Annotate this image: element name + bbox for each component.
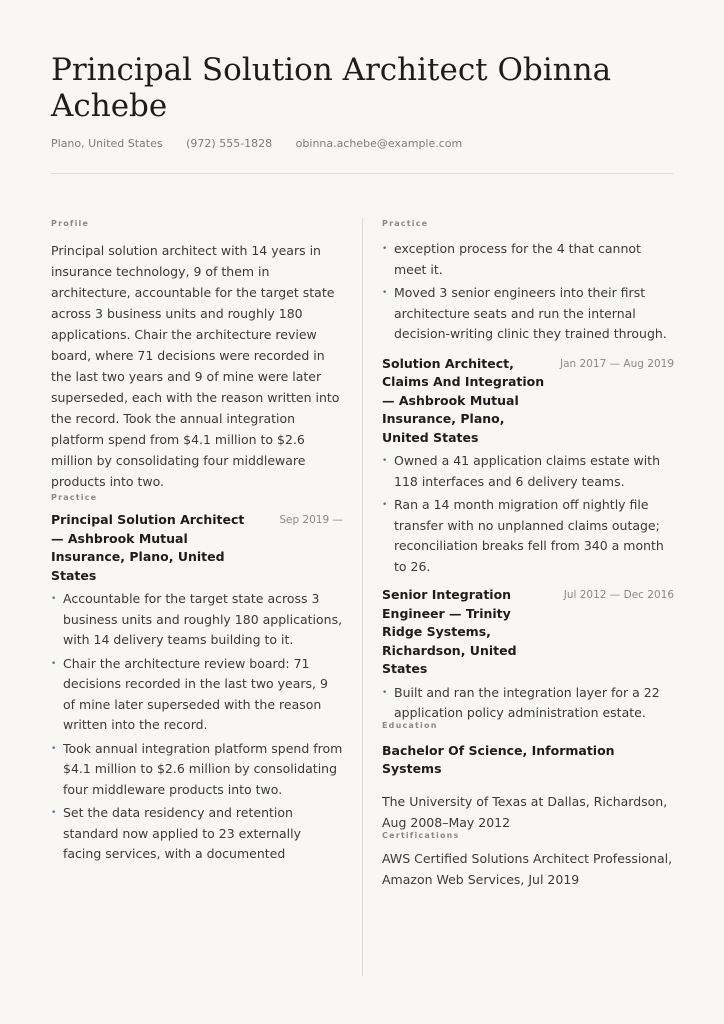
practice-continued-heading: Practice <box>382 219 429 228</box>
education-degree: Bachelor Of Science, Information Systems <box>382 742 615 776</box>
list-item: • Set the data residency and retention standard now applied to 23 externally facing services, with a documented <box>51 803 343 865</box>
role-header <box>51 511 343 585</box>
phone-text: (972) 555-1828 <box>186 137 273 150</box>
left-column <box>51 218 343 868</box>
role-principal-solution-architect <box>51 511 343 865</box>
location-text: Plano, United States <box>51 137 163 150</box>
role-bullets <box>382 451 674 577</box>
list-item: • Moved 3 senior engineers into their first architecture seats and run the internal decision-writing clinic they trained through. <box>382 283 674 345</box>
role-dates: Jul 2012 — Dec 2016 <box>563 589 674 601</box>
list-item: • Accountable for the target state across 3 business units and roughly 180 applications, with 14 delivery teams building to it. <box>51 589 343 651</box>
practice-heading: Practice <box>51 493 98 502</box>
role-bullets <box>382 683 674 724</box>
email-link[interactable]: obinna.achebe@example.com <box>295 137 463 150</box>
role-header <box>382 355 674 448</box>
list-item: • Took annual integration platform spend from $4.1 million to $2.6 million by consolidating four middleware products into two. <box>51 739 343 801</box>
profile-text: Principal solution architect with 14 years in insurance technology, 9 of them in architecture, accountable for the target state across 3 business units and roughly 180 applications. Chair the architecture review board, where 71 decisions were recorded in the last two years and 9 of mine were later superseded, each with the reason written into the record. Took the annual integration platform spend from $4.1 million to $2.6 million by consolidating four middleware products into two. <box>51 243 340 489</box>
candidate-name: Principal Solution Architect Obinna Achebe <box>51 52 612 124</box>
continued-bullets <box>382 239 674 345</box>
role-solution-architect <box>382 355 674 578</box>
role-title: Solution Architect, Claims And Integration — Ashbrook Mutual Insurance, Plano, United States <box>382 355 545 445</box>
role-dates: Jan 2017 — Aug 2019 <box>560 357 674 370</box>
role-bullets <box>51 589 343 865</box>
education-heading: Education <box>382 720 438 730</box>
column-divider <box>362 218 363 976</box>
list-item: • Ran a 14 month migration off nightly file transfer with no unplanned claims outage; reconciliation breaks fell from 340 a month to 26. <box>382 495 674 577</box>
education-school: The University of Texas at Dallas, Richardson, Aug 2008–May 2012 <box>382 793 668 830</box>
role-title: Principal Solution Architect — Ashbrook Mutual Insurance, Plano, United States <box>51 512 245 583</box>
certifications-heading: Certifications <box>382 830 460 840</box>
profile-heading: Profile <box>51 219 90 228</box>
list-item: • Chair the architecture review board: 71 decisions recorded in the last two years, 9 of mine later superseded with the reason written into the record. <box>51 654 343 736</box>
list-item: • exception process for the 4 that cannot meet it. <box>382 239 674 280</box>
role-senior-integration-engineer <box>382 586 674 724</box>
list-item: • Owned a 41 application claims estate with 118 interfaces and 6 delivery teams. <box>382 451 674 492</box>
right-column <box>382 218 674 890</box>
role-header <box>382 586 674 679</box>
header-divider <box>51 173 673 174</box>
role-title: Senior Integration Engineer — Trinity Ridge Systems, Richardson, United States <box>382 587 517 676</box>
list-item: • Built and ran the integration layer for a 22 application policy administration estate. <box>382 683 674 724</box>
role-dates: Sep 2019 — <box>279 514 343 526</box>
contact-line <box>51 137 482 150</box>
certification-item: AWS Certified Solutions Architect Professional, Amazon Web Services, Jul 2019 <box>382 850 673 887</box>
